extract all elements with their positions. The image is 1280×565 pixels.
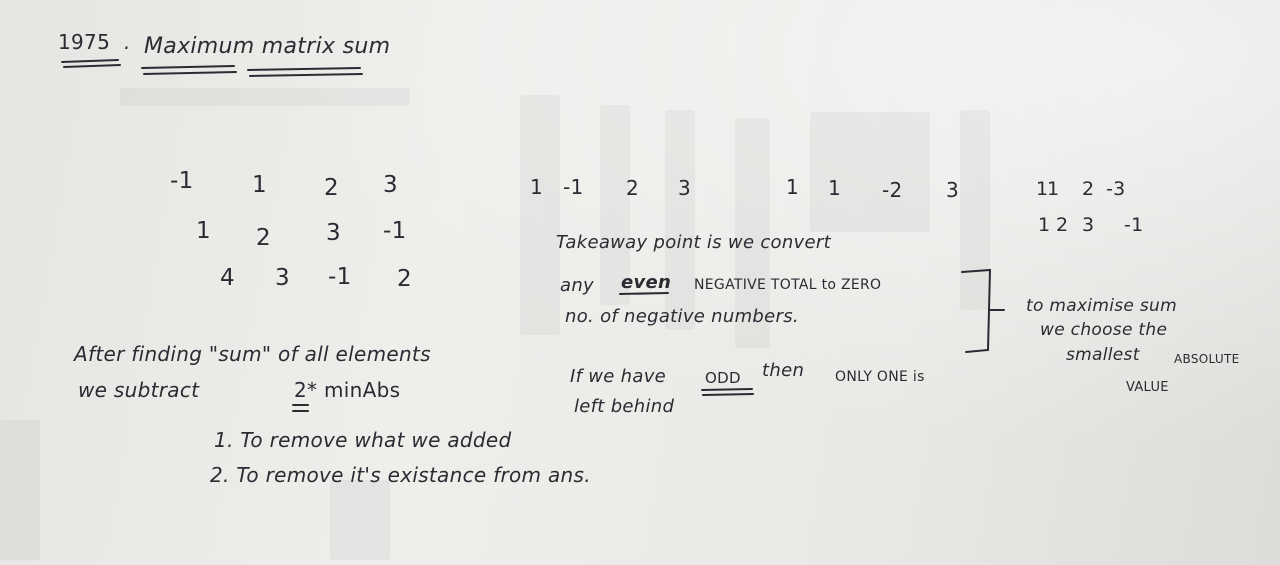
reason-item: 1. To remove what we added	[214, 428, 512, 452]
matrix-cell: -1	[383, 218, 407, 244]
underline-stroke	[248, 68, 360, 70]
side-note-word: ABSOLUTE	[1174, 352, 1240, 366]
matrix-cell: 2	[256, 225, 271, 251]
takeaway-word: then	[762, 360, 805, 381]
matrix-cell: 3	[1082, 214, 1095, 236]
matrix-cell: 1	[786, 175, 800, 199]
side-note-line: we choose the	[1040, 320, 1168, 340]
matrix-cell: 1	[828, 176, 842, 200]
page-title: Maximum matrix sum	[144, 34, 391, 59]
matrix-cell: 3	[678, 176, 692, 200]
matrix-cell: -1	[170, 168, 194, 194]
matrix-cell: -1	[1124, 214, 1144, 236]
takeaway-line: ONLY ONE is	[835, 369, 925, 385]
underline-stroke	[702, 389, 752, 390]
underline-stroke	[703, 394, 753, 395]
matrix-cell: -3	[1106, 178, 1126, 200]
formula: 2* minAbs	[294, 378, 401, 402]
underline-stroke	[142, 66, 234, 68]
underline-stroke	[62, 60, 118, 62]
after-note-line: we subtract	[78, 378, 200, 402]
matrix-cell: 1	[1047, 178, 1060, 200]
underline-stroke	[144, 72, 236, 74]
takeaway-even: even	[621, 272, 672, 293]
matrix-cell: 2	[1082, 178, 1095, 200]
underline-stroke	[620, 293, 668, 294]
takeaway-line: Takeaway point is we convert	[556, 232, 831, 253]
matrix-cell: -1	[563, 175, 584, 199]
title-dot: .	[124, 30, 131, 54]
takeaway-line: no. of negative numbers.	[565, 306, 799, 327]
takeaway-line: left behind	[574, 396, 675, 417]
matrix-cell: 1	[252, 172, 267, 198]
matrix-cell: 1	[1038, 214, 1051, 236]
matrix-cell: 2	[626, 176, 640, 200]
matrix-cell: 4	[220, 265, 235, 291]
reason-item: 2. To remove it's existance from ans.	[210, 463, 591, 487]
matrix-cell: 3	[326, 220, 341, 246]
underline-stroke	[64, 65, 120, 67]
takeaway-word: If we have	[570, 366, 667, 387]
matrix-cell: -2	[882, 178, 903, 202]
takeaway-word: any	[560, 275, 594, 296]
underline-stroke	[250, 74, 362, 76]
side-note-word: smallest	[1066, 345, 1140, 365]
bracket-stroke	[962, 270, 990, 352]
matrix-cell: 3	[275, 265, 290, 291]
problem-number: 1975	[58, 30, 111, 54]
matrix-cell: 2	[1056, 214, 1069, 236]
matrix-cell: 3	[383, 172, 398, 198]
matrix-cell: 1	[530, 175, 544, 199]
matrix-cell: 1	[196, 218, 211, 244]
takeaway-odd: ODD	[705, 369, 741, 387]
side-note-line: to maximise sum	[1026, 296, 1177, 316]
matrix-cell: 2	[324, 175, 339, 201]
matrix-cell: 3	[946, 178, 960, 202]
side-note-line: VALUE	[1126, 380, 1169, 395]
after-note-line: After finding "sum" of all elements	[74, 342, 431, 366]
matrix-cell: -1	[328, 264, 352, 290]
takeaway-line: NEGATIVE TOTAL to ZERO	[694, 277, 882, 293]
matrix-cell: 1	[1036, 178, 1049, 200]
matrix-cell: 2	[397, 266, 412, 292]
